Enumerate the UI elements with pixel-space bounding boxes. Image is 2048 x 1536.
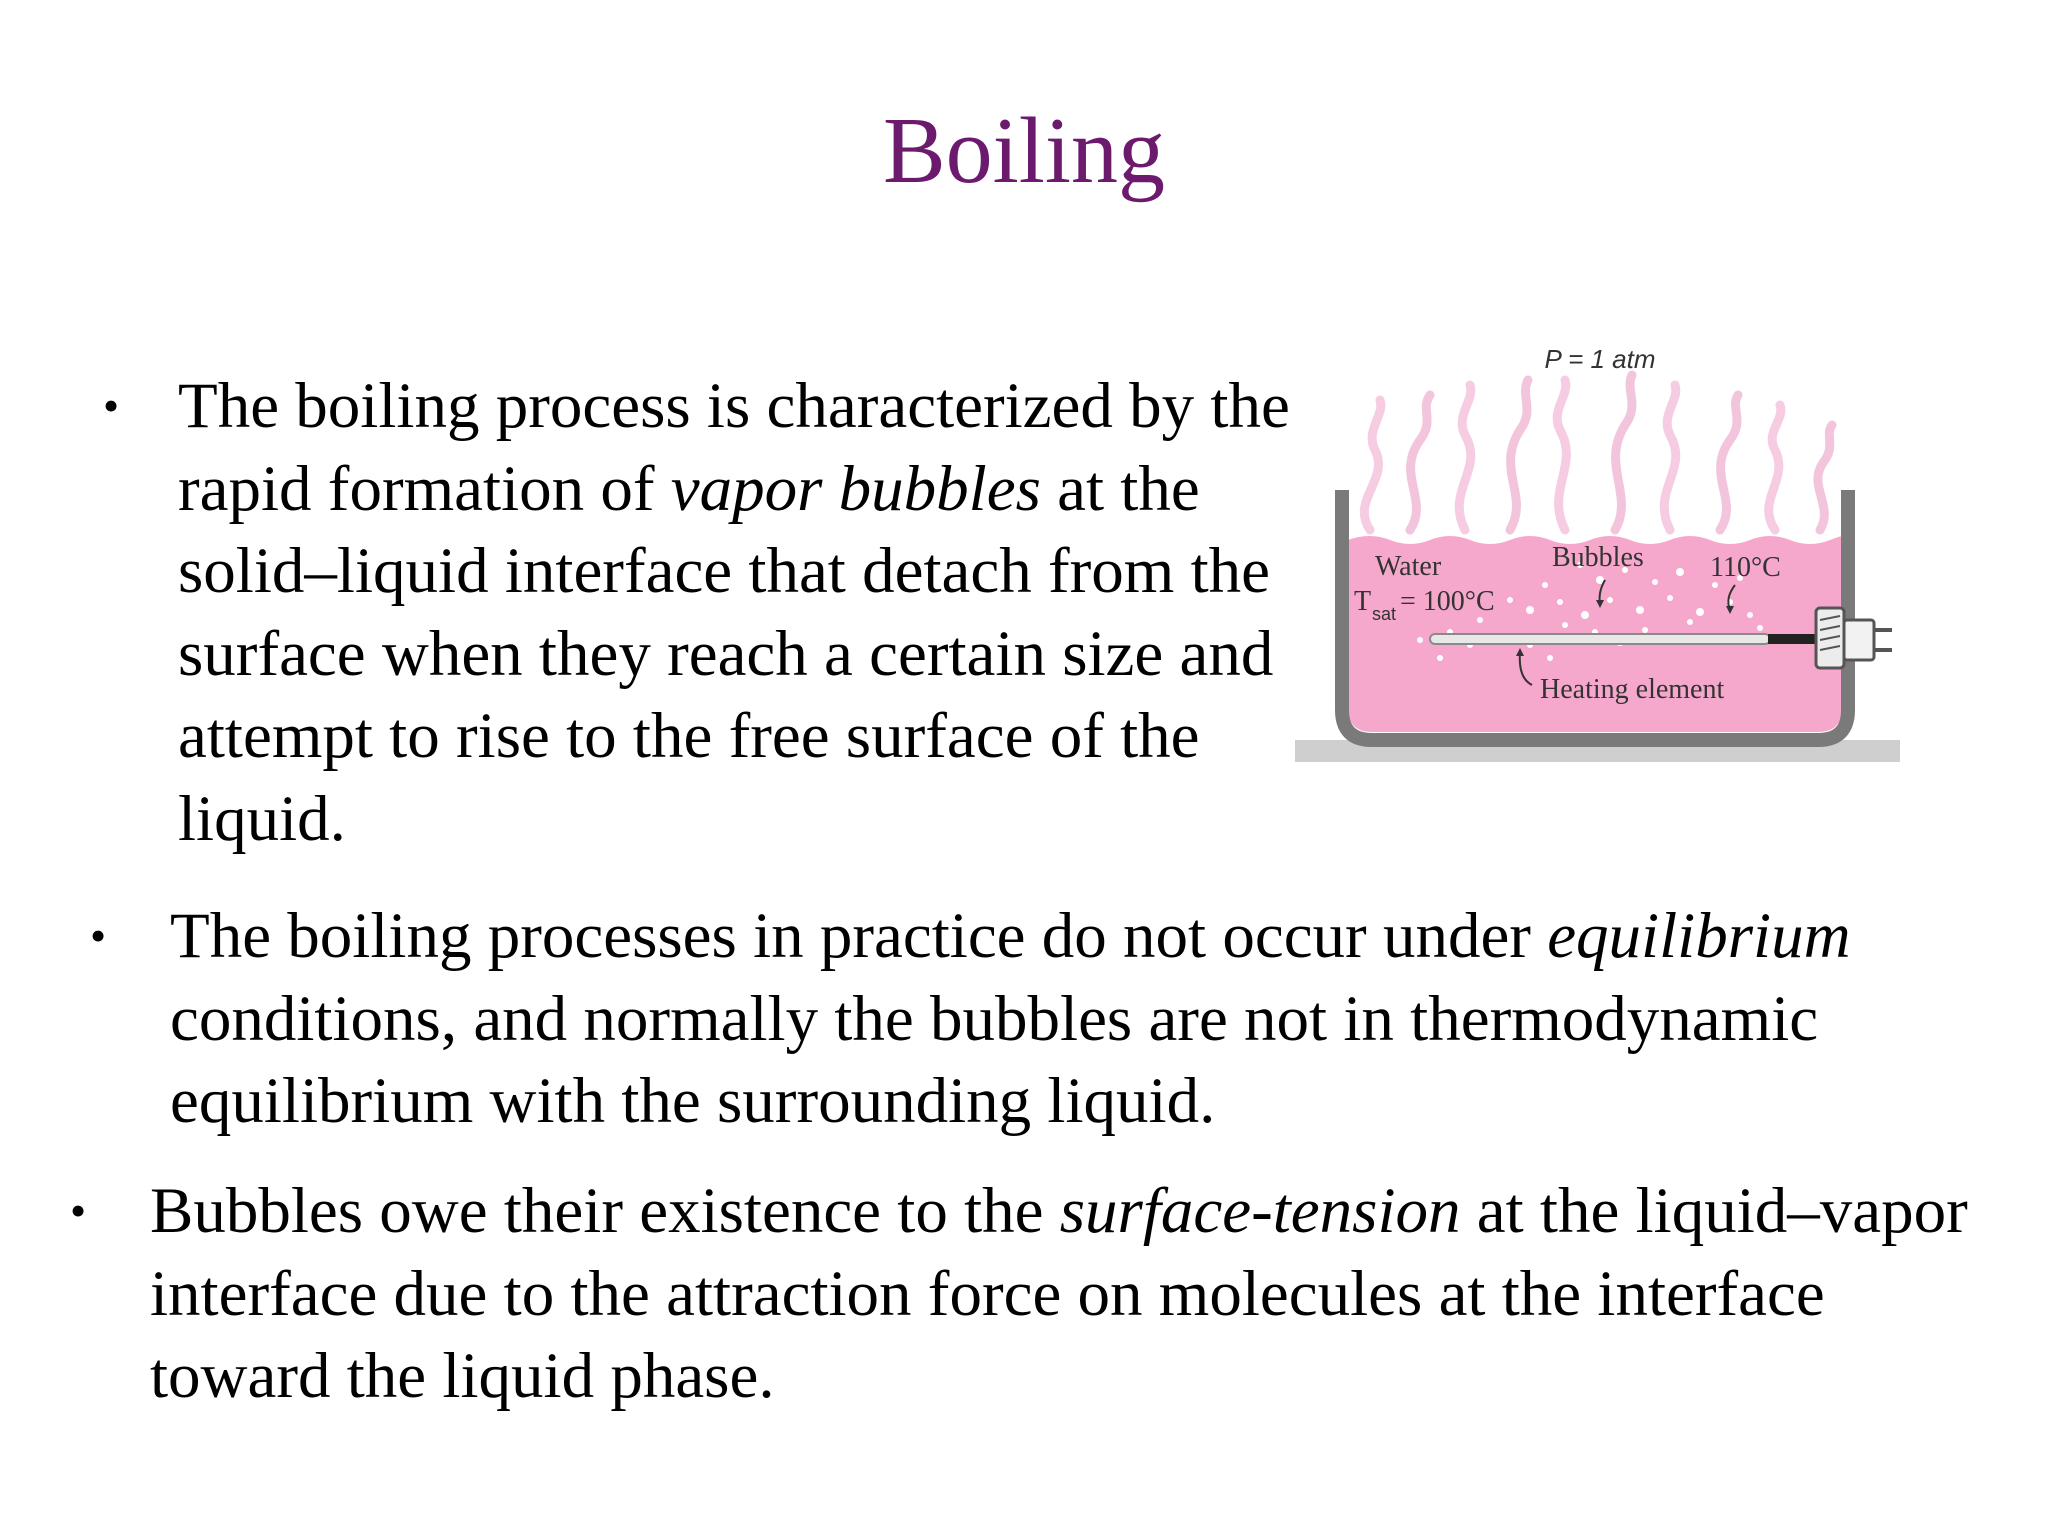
boiling-diagram [1280,340,1910,770]
bullet-2-emphasis: equilibrium [1547,900,1851,972]
bullet-2-text-a: The boiling processes in practice do not occur under [170,900,1548,972]
bullet-1-text-b: at the solid–liquid interface that detach from the surface when they reach a certain size and attempt to rise to the free surface of the liquid. [178,452,1274,855]
vapor-plume [1720,395,1738,530]
bullet-marker: • [103,380,120,431]
bullet-1-emphasis: vapor bubbles [670,452,1041,525]
heating-element-rod [1430,634,1770,644]
vapor-plume [1769,405,1781,530]
bullet-item-2 [90,895,1990,1143]
heating-element-label: Heating element [1540,674,1725,705]
vapor-plume [1510,380,1528,530]
vapor-plume [1364,400,1381,530]
tsat-symbol: T [1354,586,1372,617]
bullet-1-text-a: The boiling process is characterized by the rapid formation of [178,370,1290,525]
bullet-marker: • [70,1185,87,1236]
water-label: Water [1375,551,1442,582]
heating-element-plug [1844,620,1874,660]
heating-element-stem [1768,634,1816,644]
tsat-subscript: sat [1372,604,1397,624]
tsat-value: = 100°C [1400,586,1495,617]
bullet-2-text-b: conditions, and normally the bubbles are not in thermodynamic equilibrium with the surrounding liquid. [170,982,1819,1137]
bullet-item-3 [70,1170,1970,1418]
pressure-label: P = 1 atm [1544,344,1656,374]
bullet-3-emphasis: surface-tension [1059,1175,1461,1247]
vapor-plume [1459,385,1471,530]
vapor-plume [1410,395,1430,530]
vapor-plume [1557,380,1566,530]
slide-title: Boiling [882,99,1166,203]
vapor-plumes [1364,375,1832,530]
boiling-pot-figure [1280,340,1910,770]
element-temp-label: 110°C [1710,552,1781,583]
bullet-3-text-b: at the liquid–vapor interface due to the attraction force on molecules at the interface toward the liquid phase. [150,1175,1968,1412]
vapor-plume [1664,385,1676,530]
bullet-3-text-a: Bubbles owe their existence to the [150,1175,1060,1247]
vapor-plume [1818,425,1832,530]
bullet-marker: • [90,910,107,961]
bullet-item-1 [103,365,1298,860]
vapor-plume [1615,375,1632,530]
bubbles-label: Bubbles [1552,542,1644,573]
